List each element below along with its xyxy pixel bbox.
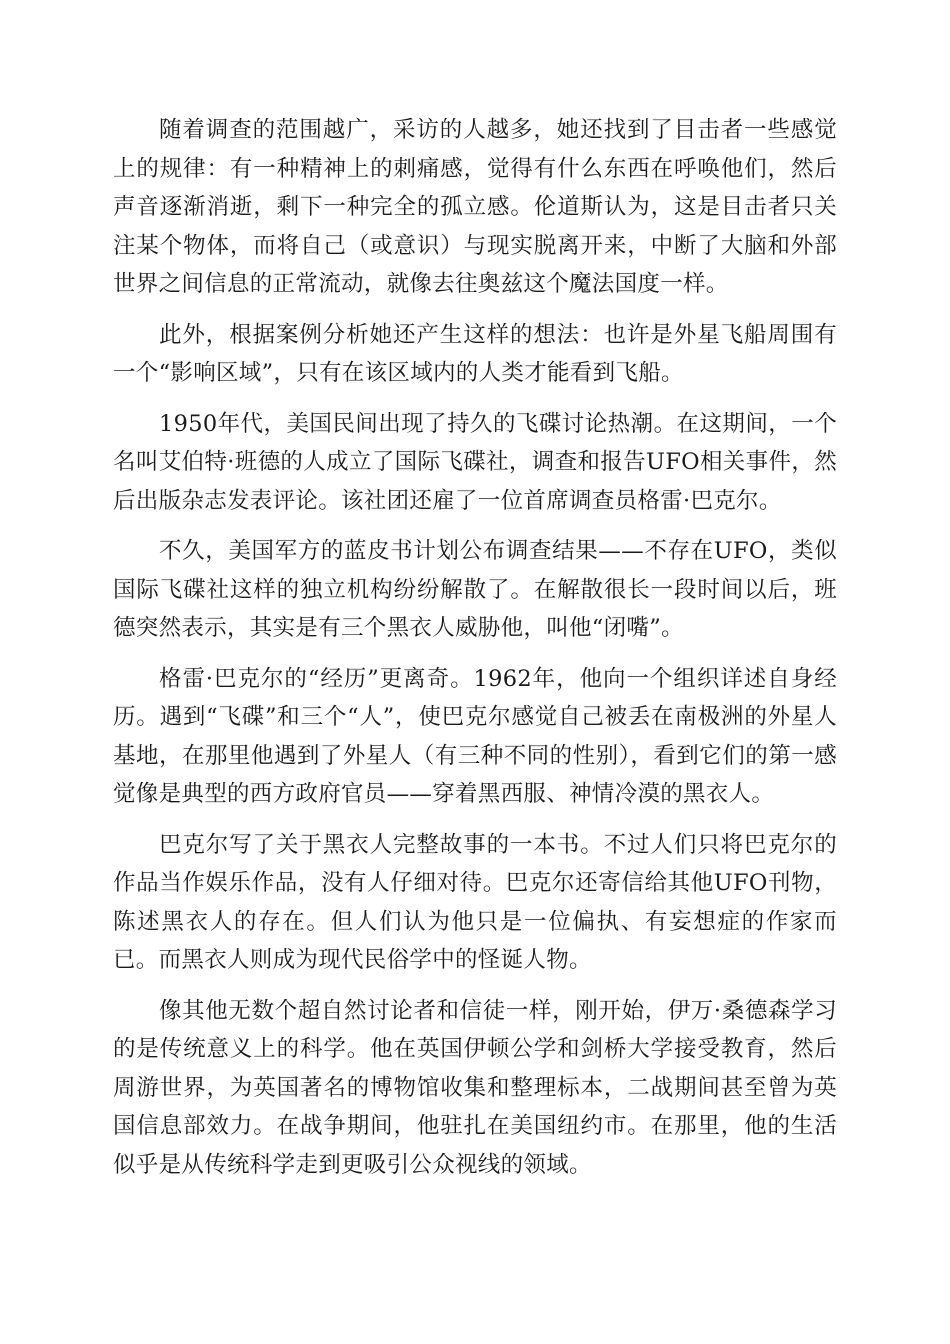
paragraph-3: 1950年代，美国民间出现了持久的飞碟讨论热潮。在这期间，一个名叫艾伯特·班德的人成立了国际飞碟社，调查和报告UFO相关事件，然后出版杂志发表评论。该社团还雇了一位首席调查员格雷·巴克尔。: [113, 410, 837, 514]
paragraph-4: 不久，美国军方的蓝皮书计划公布调查结果——不存在UFO，类似国际飞碟社这样的独立机构纷纷解散了。在解散很长一段时间以后，班德突然表示，其实是有三个黑衣人威胁他，叫他“闭嘴”。: [113, 538, 837, 641]
paragraph-1: 随着调查的范围越广，采访的人越多，她还找到了目击者一些感觉上的规律：有一种精神上的刺痛感，觉得有什么东西在呼唤他们，然后声音逐渐消逝，剩下一种完全的孤立感。伦道斯认为，这是目击者只关注某个物体，而将自己（或意识）与现实脱离开来，中断了大脑和外部世界之间信息的正常流动，就像去往奥兹这个魔法国度一样。: [113, 117, 837, 297]
paragraph-2: 此外，根据案例分析她还产生这样的想法：也许是外星飞船周围有一个“影响区域”，只有在该区域内的人类才能看到飞船。: [113, 321, 837, 386]
paragraph-5: 格雷·巴克尔的“经历”更离奇。1962年，他向一个组织详述自身经历。遇到“飞碟”和三个“人”，使巴克尔感觉自己被丢在南极洲的外星人基地，在那里他遇到了外星人（有三种不同的性别），看到它们的第一感觉像是典型的西方政府官员——穿着黑西服、神情冷漠的黑衣人。: [113, 665, 837, 807]
paragraph-7: 像其他无数个超自然讨论者和信徒一样，刚开始，伊万·桑德森学习的是传统意义上的科学。他在英国伊顿公学和剑桥大学接受教育，然后周游世界，为英国著名的博物馆收集和整理标本，二战期间甚至曾为英国信息部效力。在战争期间，他驻扎在美国纽约市。在那里，他的生活似乎是从传统科学走到更吸引公众视线的领域。: [113, 997, 837, 1178]
body-text: [113, 111, 837, 1196]
paragraph-6: 巴克尔写了关于黑衣人完整故事的一本书。不过人们只将巴克尔的作品当作娱乐作品，没有人仔细对待。巴克尔还寄信给其他UFO刊物，陈述黑衣人的存在。但人们认为他只是一位偏执、有妄想症的作家而已。而黑衣人则成为现代民俗学中的怪诞人物。: [113, 831, 837, 973]
